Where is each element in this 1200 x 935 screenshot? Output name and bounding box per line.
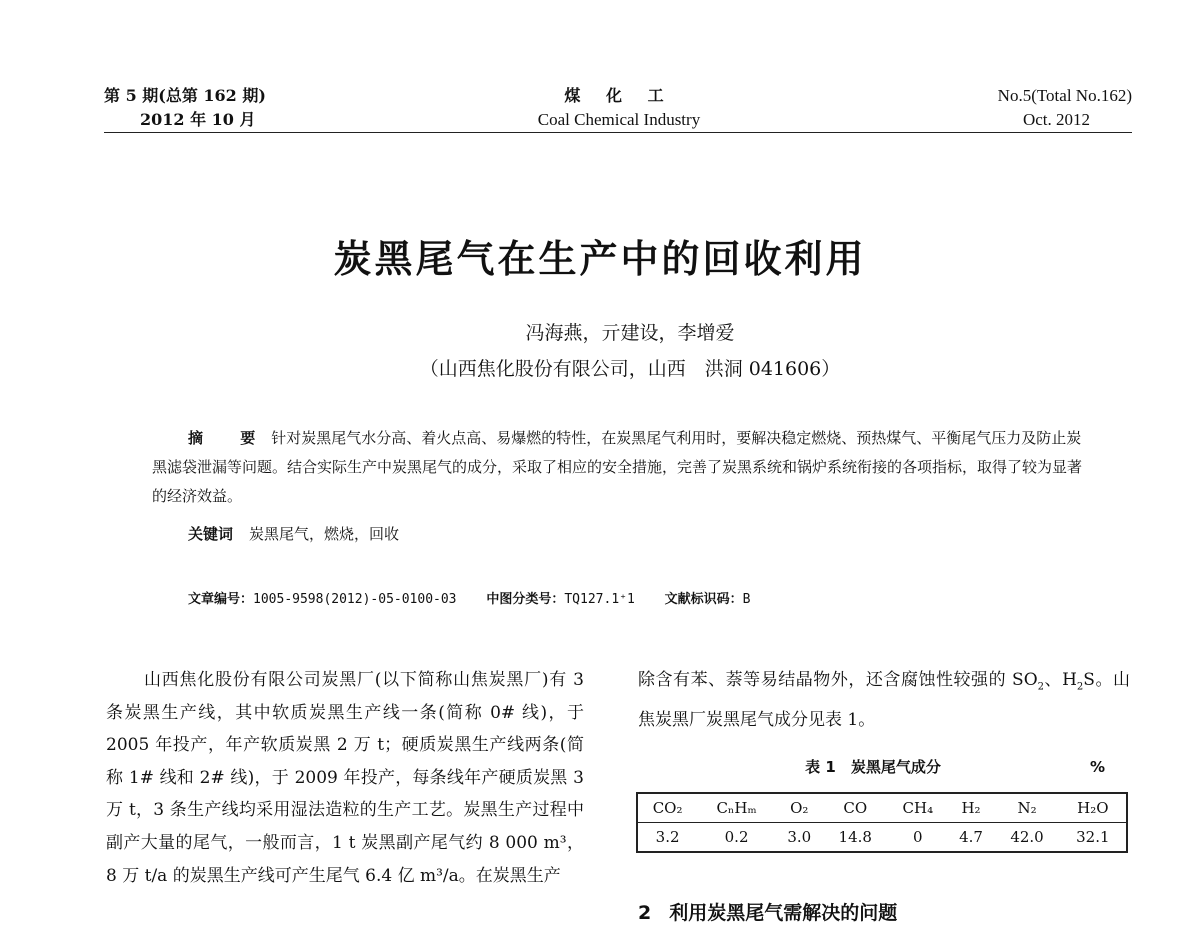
subscript: 2	[1037, 681, 1045, 693]
doc-code: B	[742, 592, 751, 607]
table-header-cell: CO₂	[652, 799, 683, 817]
abstract-label: 摘 要	[188, 429, 272, 447]
table-header-row	[637, 793, 1127, 823]
abstract	[152, 424, 1092, 511]
clc-label: 中图分类号：	[486, 592, 565, 607]
issue-en: No.5(Total No.162)	[997, 86, 1132, 105]
date-cn: 2012 年 10 月	[140, 110, 256, 129]
table-header-cell: CO	[843, 799, 868, 817]
table-cell: 0	[888, 823, 948, 853]
clc-code: TQ127.1⁺1	[564, 592, 635, 607]
journal-cn: 煤 化 工	[564, 86, 674, 105]
article-no-label: 文章编号：	[188, 592, 254, 607]
right-para-part-2: 、H	[1044, 670, 1077, 690]
table-cell: 3.2	[637, 823, 697, 853]
table-header-cell: CₙHₘ	[716, 799, 757, 817]
running-header	[104, 84, 1132, 136]
keywords-text: 炭黑尾气，燃烧，回收	[249, 525, 400, 543]
left-column-paragraph: 山西焦化股份有限公司炭黑厂(以下简称山焦炭黑厂)有 3 条炭黑生产线，其中软质炭黑生产线一条(简称 0# 线)，于 2005 年投产，年产软质炭黑 2 万 t；硬质炭黑生产线两条(简称 1# 线和 2# 线)，于 2009 年投产，每条线年产硬质炭黑 3 万 t，3 条生产线均采用湿法造粒的生产工艺。炭黑生产过程中副产大量的尾气，一般而言，1 t 炭黑副产尾气约 8 000 m³，8 万 t/a 的炭黑生产线可产生尾气 6.4 亿 m³/a。在炭黑生产	[106, 670, 584, 886]
right-para-part-3: S。山焦炭黑厂炭黑尾气成分见表 1。	[638, 670, 1130, 730]
right-column-paragraph	[638, 664, 1130, 737]
header-right	[998, 84, 1132, 132]
issue-cn: 第 5 期(总第 162 期)	[104, 86, 266, 105]
journal-en: Coal Chemical Industry	[537, 110, 701, 129]
affiliation: （山西焦化股份有限公司，山西 洪洞 041606）	[419, 358, 841, 380]
table-caption: 表 1 炭黑尾气成分	[805, 758, 941, 776]
article-no: 1005-9598(2012)-05-0100-03	[253, 592, 457, 607]
article-info	[188, 588, 750, 607]
table-row	[637, 823, 1127, 853]
header-rule	[104, 132, 1132, 133]
subscript: 2	[1076, 681, 1084, 693]
table-cell: 0.2	[697, 823, 776, 853]
table-unit: %	[1090, 758, 1106, 776]
table-header-cell: N₂	[1017, 799, 1037, 817]
abstract-text: 针对炭黑尾气水分高、着火点高、易爆燃的特性，在炭黑尾气利用时，要解决稳定燃烧、预热煤气、平衡尾气压力及防止炭黑滤袋泄漏等问题。结合实际生产中炭黑尾气的成分，采取了相应的安全措施，完善了炭黑系统和锅炉系统衔接的各项指标，取得了较为显著的经济效益。	[152, 429, 1083, 505]
section-number: 2	[638, 902, 652, 924]
authors: 冯海燕，亓建设，李增爱	[525, 322, 735, 344]
table-header-cell: H₂	[961, 799, 981, 817]
article-title: 炭黑尾气在生产中的回收利用	[333, 237, 867, 281]
keywords-label: 关键词	[188, 525, 234, 543]
table-header-cell: O₂	[790, 799, 809, 817]
table-header-cell: H₂O	[1077, 799, 1109, 817]
table-cell: 3.0	[776, 823, 823, 853]
keywords	[188, 520, 399, 549]
header-left	[104, 84, 266, 132]
section-heading	[638, 898, 897, 925]
table-cell: 32.1	[1060, 823, 1127, 853]
table-header-cell: CH₄	[902, 799, 934, 817]
table-cell: 4.7	[948, 823, 995, 853]
section-title: 利用炭黑尾气需解决的问题	[669, 902, 898, 924]
right-para-part-1: 除含有苯、萘等易结晶物外，还含腐蚀性较强的 SO	[638, 670, 1038, 690]
date-en: Oct. 2012	[1022, 110, 1090, 129]
table-cell: 14.8	[823, 823, 888, 853]
composition-table	[636, 792, 1128, 853]
doc-code-label: 文献标识码：	[664, 592, 743, 607]
journal-name	[509, 84, 729, 132]
table-cell: 42.0	[994, 823, 1059, 853]
